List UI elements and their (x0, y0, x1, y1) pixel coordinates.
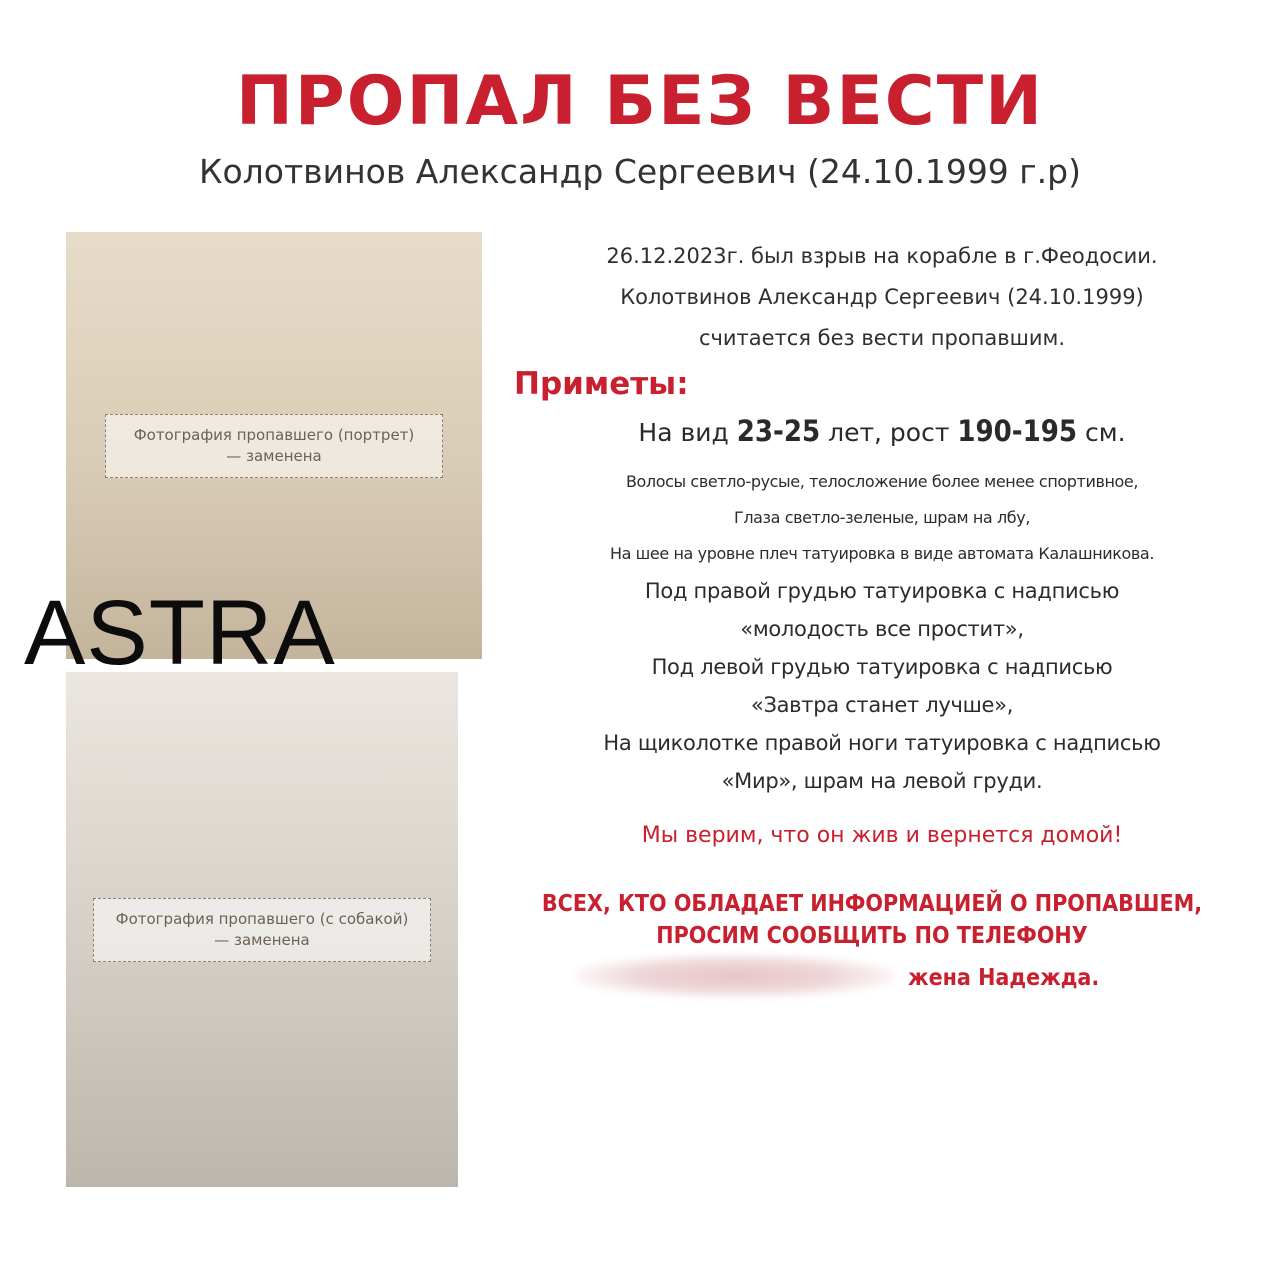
event-line: 26.12.2023г. был взрыв на корабле в г.Феодосии. (606, 244, 1158, 268)
hope-message: Мы верим, что он жив и вернется домой! (641, 823, 1123, 848)
poster-headline: ПРОПАЛ БЕЗ ВЕСТИ (236, 62, 1044, 141)
detail-line: «молодость все простит», (740, 617, 1024, 641)
summary-prefix: На вид (638, 418, 737, 447)
detail-line: «Завтра станет лучше», (750, 693, 1014, 717)
portrait-photo-caption: Фотография пропавшего (портрет) — заменена (105, 414, 443, 478)
event-line: считается без вести пропавшим. (698, 326, 1066, 350)
detail-line: Волосы светло-русые, телосложение более менее спортивное, (625, 472, 1139, 491)
casual-photo (66, 672, 458, 1187)
contact-name: жена Надежда. (908, 965, 1100, 991)
appeal (464, 888, 1280, 952)
summary-age: 23-25 (736, 414, 821, 448)
missing-person-name: Колотвинов Александр Сергеевич (24.10.1999 г.р) (199, 152, 1081, 191)
summary-middle: лет, рост (820, 418, 958, 447)
redacted-phone-number (576, 954, 894, 998)
detail-line: Глаза светло-зеленые, шрам на лбу, (733, 508, 1031, 527)
appeal-line: ПРОСИМ СООБЩИТЬ ПО ТЕЛЕФОНУ (656, 923, 1088, 949)
appearance-details (484, 464, 1280, 800)
summary-height: 190-195 (957, 414, 1078, 448)
detail-line: На щиколотке правой ноги татуировка с надписью (603, 731, 1161, 755)
appearance-summary (484, 408, 1280, 456)
appeal-line: ВСЕХ, КТО ОБЛАДАЕТ ИНФОРМАЦИЕЙ О ПРОПАВШЕМ, (541, 891, 1203, 917)
signs-heading: Приметы: (514, 366, 689, 402)
summary-suffix: см. (1077, 418, 1126, 447)
detail-line: Под правой грудью татуировка с надписью (644, 579, 1120, 603)
event-description (484, 236, 1280, 359)
detail-line: Под левой грудью татуировка с надписью (651, 655, 1113, 679)
detail-line: «Мир», шрам на левой груди. (721, 769, 1043, 793)
watermark: ASTRA (24, 582, 336, 684)
detail-line: На шее на уровне плеч татуировка в виде автомата Калашникова. (609, 544, 1155, 563)
contact-row (570, 948, 1270, 1008)
event-line: Колотвинов Александр Сергеевич (24.10.1999) (620, 285, 1144, 309)
casual-photo-caption: Фотография пропавшего (с собакой) — заменена (93, 898, 431, 962)
